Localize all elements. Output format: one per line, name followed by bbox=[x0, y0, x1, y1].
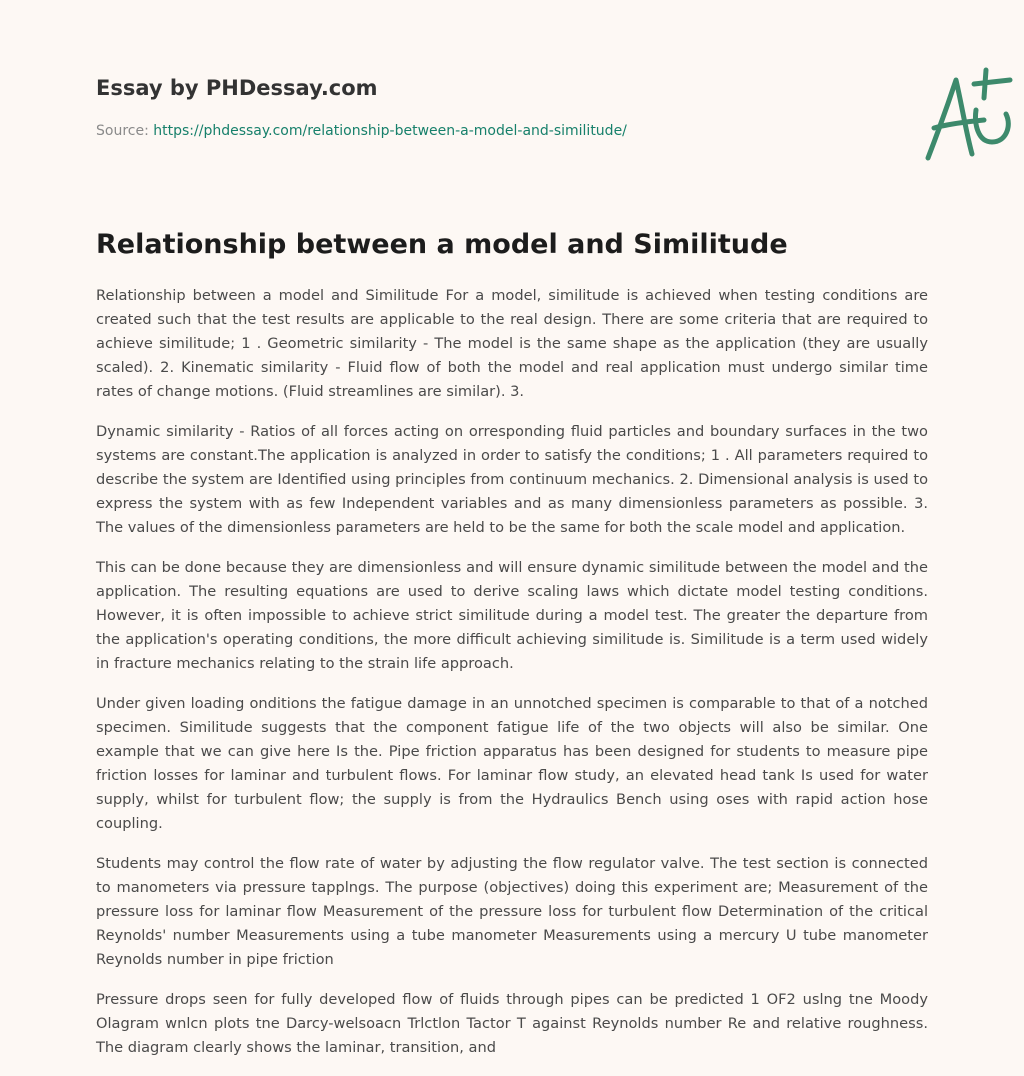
essay-paragraph: This can be done because they are dimensionless and will ensure dynamic similitude between the model and the application. The resulting equations are used to derive scaling laws which dictate model testing conditions. However, it is often impossible to achieve strict similitude during a model test. The greater the departure from the application's operating conditions, the more difficult achieving similitude is. Similitude is a term used widely in fracture mechanics relating to the strain life approach. bbox=[96, 559, 928, 672]
source-link[interactable]: https://phdessay.com/relationship-between-a-model-and-similitude/ bbox=[153, 123, 627, 139]
site-brand: Essay by PHDessay.com bbox=[96, 76, 378, 100]
essay-paragraph: Pressure drops seen for fully developed flow of fluids through pipes can be predicted 1 OF2 uslng tne Moody Olagram wnlcn plots tne Darcy-welsoacn Trlctlon Tactor T against Reynolds number Re and relative roughness. The diagram clearly shows the laminar, transition, and bbox=[96, 991, 928, 1056]
source-line bbox=[96, 123, 627, 139]
essay-paragraph: Students may control the flow rate of water by adjusting the flow regulator valve. The test section is connected to manometers via pressure tapplngs. The purpose (objectives) doing this experiment are; Measurement of the pressure loss for laminar flow Measurement of the pressure loss for turbulent flow Determination of the critical Reynolds' number Measurements using a tube manometer Measurements using a mercury U tube manometer Reynolds number in pipe friction bbox=[96, 855, 928, 968]
source-label: Source: bbox=[96, 123, 154, 139]
essay-paragraph: Relationship between a model and Similitude For a model, similitude is achieved when testing conditions are created such that the test results are applicable to the real design. There are some criteria that are required to achieve similitude; 1 . Geometric similarity - The model is the same shape as the application (they are usually scaled). 2. Kinematic similarity - Fluid flow of both the model and real application must undergo similar time rates of change motions. (Fluid streamlines are similar). 3. bbox=[96, 287, 928, 400]
essay-paragraph: Dynamic similarity - Ratios of all forces acting on orresponding fluid particles and boundary surfaces in the two systems are constant.The application is analyzed in order to satisfy the conditions; 1 . All parameters required to describe the system are Identified using principles from continuum mechanics. 2. Dimensional analysis is used to express the system with as few Independent variables and as many dimensionless parameters as possible. 3. The values of the dimensionless parameters are held to be the same for both the scale model and application. bbox=[96, 423, 928, 536]
essay-paragraph: Under given loading onditions the fatigue damage in an unnotched specimen is comparable to that of a notched specimen. Similitude suggests that the component fatigue life of the two objects will also be similar. One example that we can give here Is the. Pipe friction apparatus has been designed for students to measure pipe friction losses for laminar and turbulent flows. For laminar flow study, an elevated head tank Is used for water supply, whilst for turbulent flow; the supply is from the Hydraulics Bench using oses with rapid action hose coupling. bbox=[96, 695, 928, 832]
essay-body bbox=[96, 284, 928, 1076]
essay-title: Relationship between a model and Similitude bbox=[96, 229, 788, 260]
a-plus-grade-icon bbox=[914, 66, 1024, 166]
